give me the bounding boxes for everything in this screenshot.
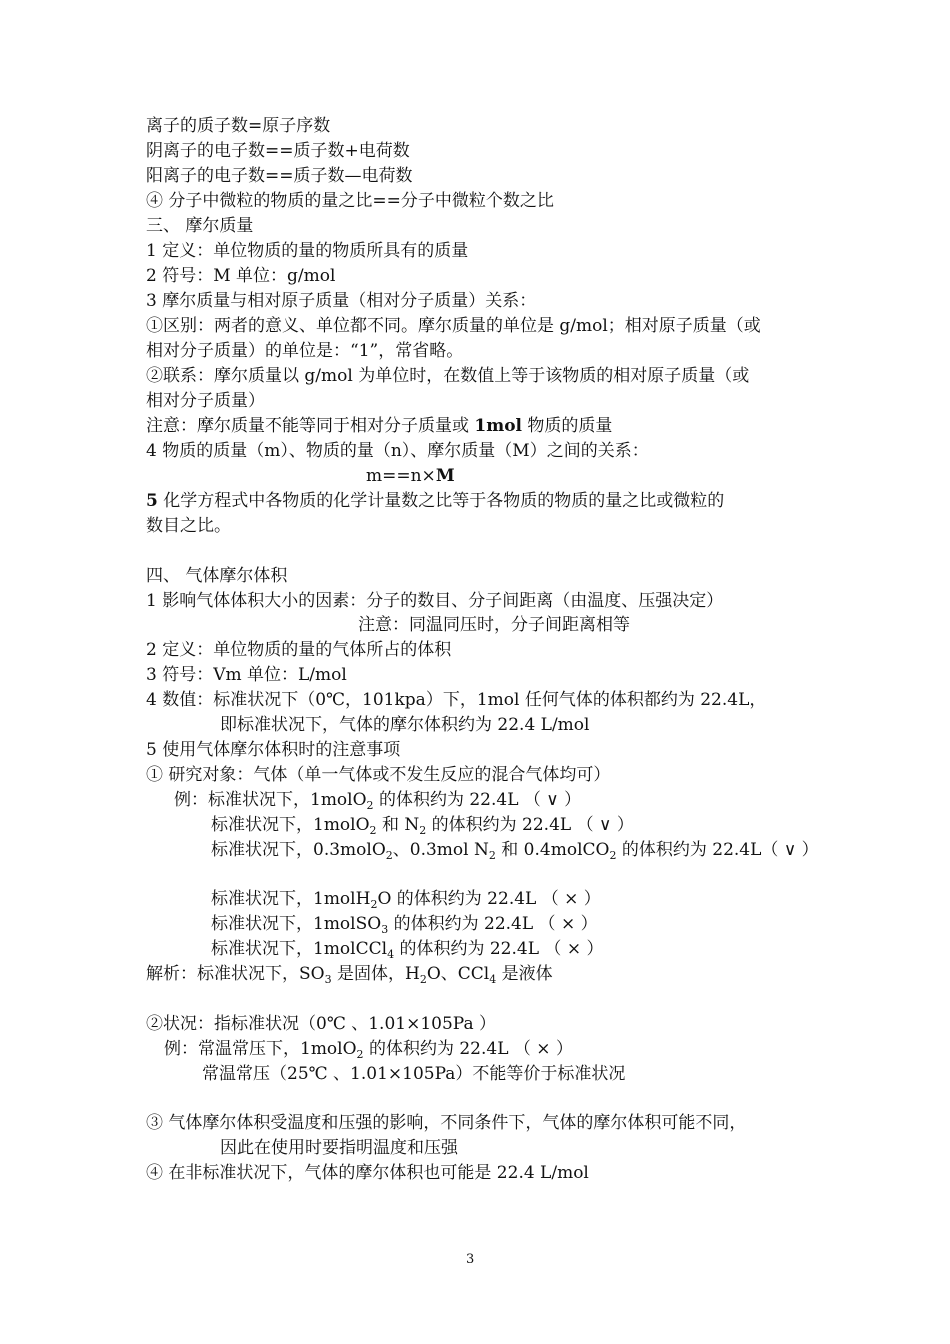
example-2: 标准状况下，1molO$_2$ 和 $N_2$ 的体积约为 22.4L （ ∨ ） <box>211 815 634 837</box>
line-molar-mass-symbol: 2 符号：M 单位：g/mol <box>146 266 336 286</box>
note-text-c: 物质的质量 <box>522 416 613 436</box>
line-stoichiometry <box>146 490 724 512</box>
example-3: 标准状况下，0.3molO$_2$、0.3mol $N_2$ 和 0.4molCO$_2$ 的体积约为 22.4L（ ∨ ） <box>211 840 819 862</box>
example-7: 例：常温常压下，1molO$_2$ 的体积约为 22.4L （ × ） <box>164 1039 573 1061</box>
example-1: 例：标准状况下，1molO$_2$ 的体积约为 22.4L （ ∨ ） <box>174 790 582 812</box>
line-volume-note: 注意：同温同压时，分子间距离相等 <box>358 615 630 635</box>
formula-M: M <box>435 466 455 486</box>
line-difference-cont: 相对分子质量）的单位是：“1”，常省略。 <box>146 341 464 361</box>
line-stoichiometry-cont: 数目之比。 <box>146 516 231 536</box>
line-proton-number: 离子的质子数=原子序数 <box>146 116 331 136</box>
line-research-object: ① 研究对象：气体（单一气体或不发生反应的混合气体均可） <box>146 765 611 785</box>
note-text-a: 注意：摩尔质量不能等同于相对分子质量或 <box>146 416 475 436</box>
line-volume-factors: 1 影响气体体积大小的因素：分子的数目、分子间距离（由温度、压强决定） <box>146 591 724 611</box>
formula-m-n-M <box>366 465 455 487</box>
example-8: 常温常压（25℃ 、1.01×105Pa）不能等价于标准状况 <box>202 1064 626 1084</box>
line-connection-cont: 相对分子质量） <box>146 391 265 411</box>
note-text-bold: 1mol <box>474 416 523 436</box>
line-connection: ②联系：摩尔质量以 g/mol 为单位时，在数值上等于该物质的相对原子质量（或 <box>146 366 750 386</box>
line-mass-relation: 4 物质的质量（m）、物质的量（n）、摩尔质量（M）之间的关系： <box>146 441 649 461</box>
example-4: 标准状况下，1molH$_2$O 的体积约为 22.4L （ × ） <box>211 889 601 911</box>
line-molar-mass-definition: 1 定义：单位物质的量的物质所具有的质量 <box>146 241 469 261</box>
line-volume-symbol: 3 符号：Vm 单位：L/mol <box>146 665 347 685</box>
line-analysis: 解析：标准状况下，$SO_3$ 是固体，$H_2O$、CCl$_4$ 是液体 <box>146 964 553 986</box>
line-temperature-pressure-cont: 因此在使用时要指明温度和压强 <box>220 1138 458 1158</box>
stoichiometry-text: 化学方程式中各物质的化学计量数之比等于各物质的物质的量之比或微粒的 <box>157 491 725 511</box>
line-cation-electrons: 阳离子的电子数==质子数—电荷数 <box>146 166 413 186</box>
section-heading-molar-mass: 三、 摩尔质量 <box>146 216 254 236</box>
example-6: 标准状况下，1molCCl$_4$ 的体积约为 22.4L （ × ） <box>211 939 604 961</box>
line-relation-heading: 3 摩尔质量与相对原子质量（相对分子质量）关系： <box>146 291 537 311</box>
item-number-5: 5 <box>146 491 158 511</box>
line-non-standard: ④ 在非标准状况下，气体的摩尔体积也可能是 22.4 L/mol <box>146 1163 589 1183</box>
line-particle-ratio: ④ 分子中微粒的物质的量之比==分子中微粒个数之比 <box>146 191 554 211</box>
line-conditions: ②状况：指标准状况（0℃ 、1.01×105Pa ） <box>146 1014 496 1034</box>
line-usage-notes: 5 使用气体摩尔体积时的注意事项 <box>146 740 401 760</box>
line-volume-value-cont: 即标准状况下，气体的摩尔体积约为 22.4 L/mol <box>220 715 590 735</box>
line-difference: ①区别：两者的意义、单位都不同。摩尔质量的单位是 g/mol；相对原子质量（或 <box>146 316 761 336</box>
line-temperature-pressure: ③ 气体摩尔体积受温度和压强的影响，不同条件下，气体的摩尔体积可能不同， <box>146 1113 747 1133</box>
line-note-molar-mass <box>146 415 612 437</box>
section-heading-molar-volume: 四、 气体摩尔体积 <box>146 566 288 586</box>
example-5: 标准状况下，1molSO$_3$ 的体积约为 22.4L （ × ） <box>211 914 598 936</box>
page-number: 3 <box>466 1252 475 1267</box>
formula-text: m==n× <box>366 466 436 486</box>
line-anion-electrons: 阴离子的电子数==质子数+电荷数 <box>146 141 410 161</box>
line-volume-definition: 2 定义：单位物质的量的气体所占的体积 <box>146 640 452 660</box>
line-volume-value: 4 数值：标准状况下（0℃，101kpa）下，1mol 任何气体的体积都约为 22.4L， <box>146 690 767 710</box>
